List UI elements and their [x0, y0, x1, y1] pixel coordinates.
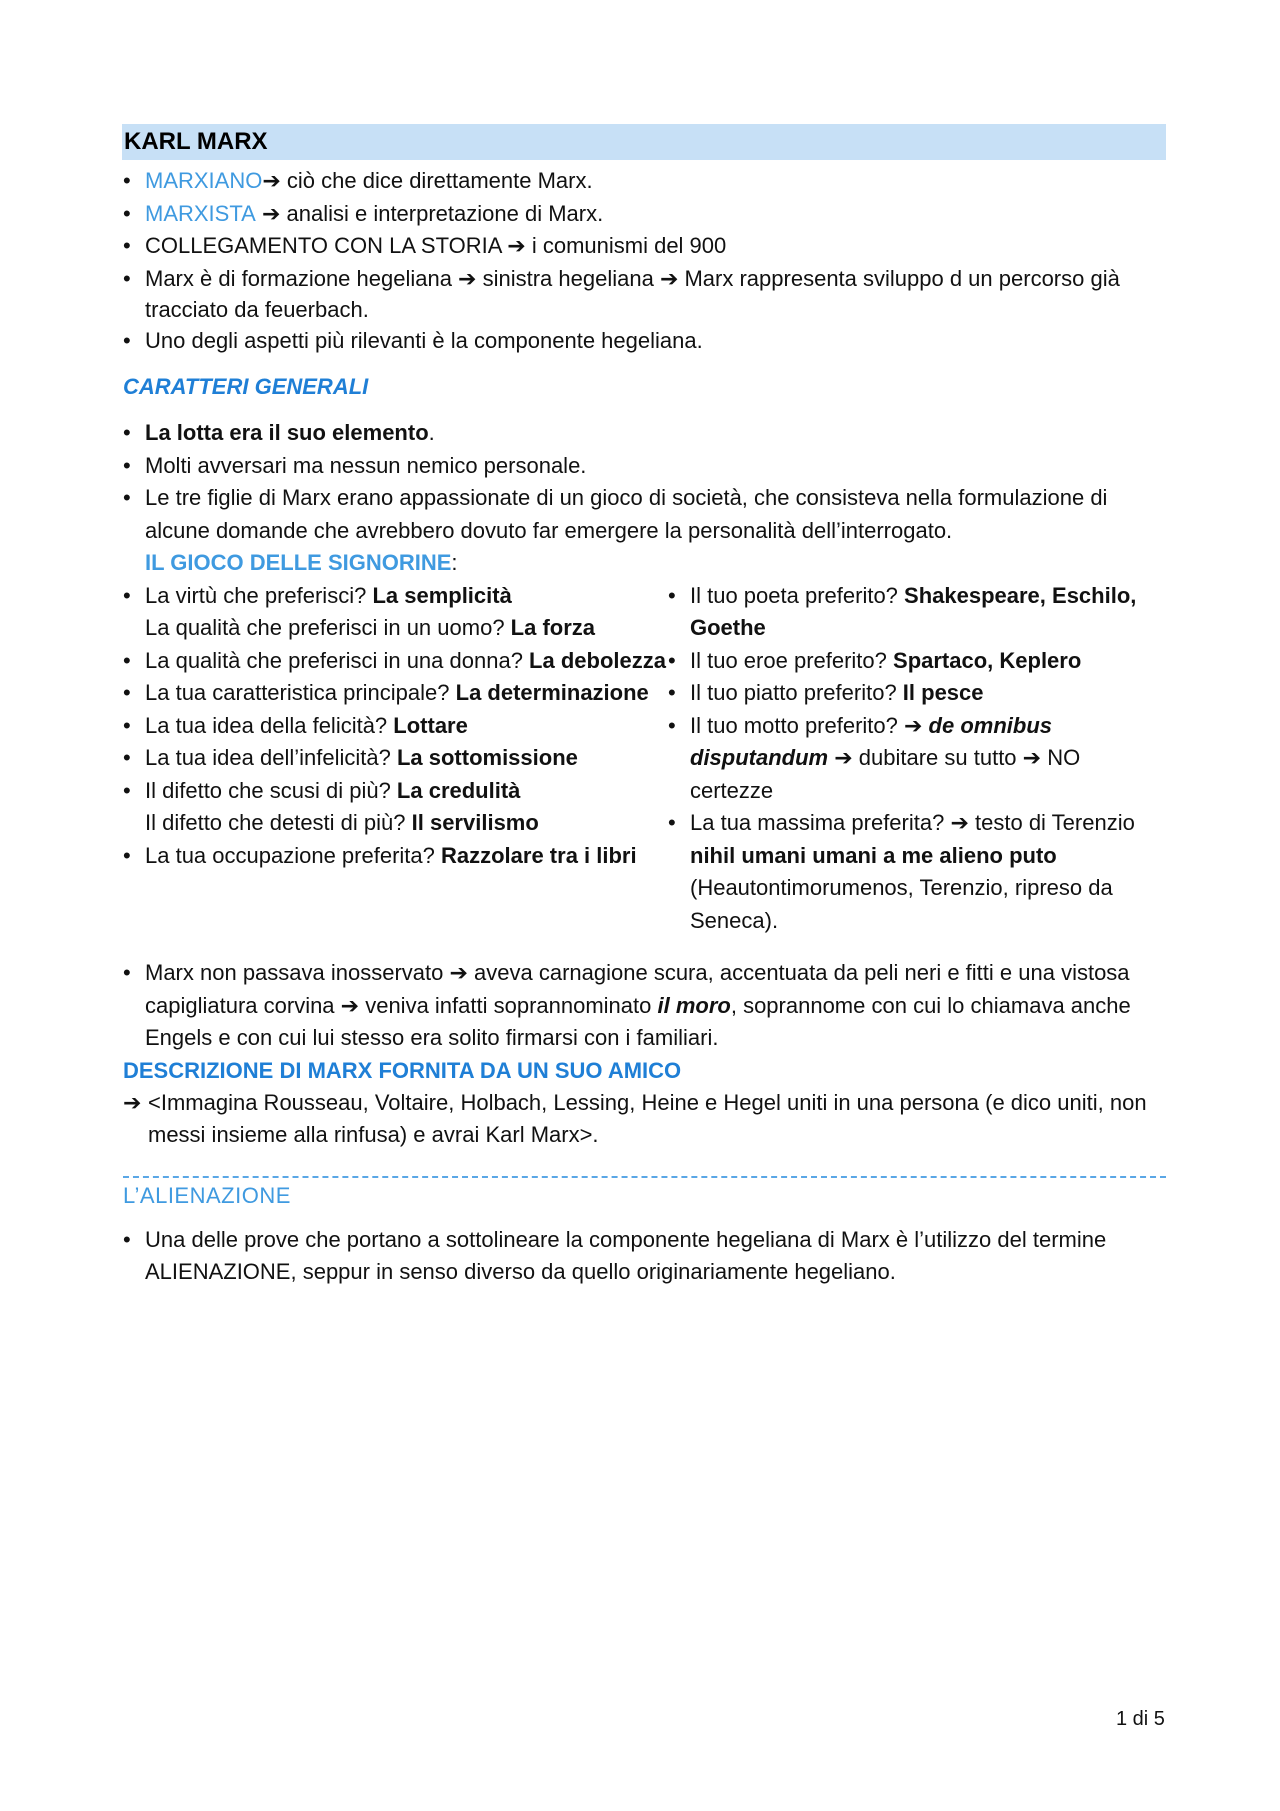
answer: Il servilismo	[411, 810, 539, 835]
gioco-right-column	[668, 580, 1166, 938]
question: La tua idea della felicità?	[145, 712, 394, 738]
list-item	[123, 710, 668, 743]
gioco-heading: IL GIOCO DELLE SIGNORINE	[145, 550, 452, 575]
item-text: Marx è di formazione hegeliana ➔ sinistra hegeliana ➔ Marx rappresenta sviluppo d un percorso già tracciato da feuerbach.	[145, 265, 1120, 322]
item-text: .	[428, 420, 435, 445]
answer: La sottomissione	[396, 745, 578, 770]
section-heading-descrizione: DESCRIZIONE DI MARX FORNITA DA UN SUO AMICO	[123, 1057, 682, 1083]
answer: Il pesce	[902, 680, 984, 705]
list-item	[123, 198, 1166, 231]
answer: La forza	[510, 615, 596, 640]
gioco-columns	[123, 580, 1166, 938]
question: La tua occupazione preferita?	[145, 842, 441, 868]
list-item	[123, 325, 1166, 358]
answer: Spartaco, Keplero	[893, 647, 1082, 673]
question: Il difetto che detesti di più?	[145, 810, 412, 835]
term-marxista: MARXISTA	[145, 200, 256, 226]
aspetto-list	[123, 957, 1166, 1055]
answer: Shakespeare, Eschilo, Goethe	[690, 582, 1137, 640]
document-page	[123, 124, 1166, 1289]
arrow-icon: ➔	[904, 712, 929, 738]
question: La tua caratteristica principale?	[145, 680, 456, 705]
list-item	[123, 1224, 1166, 1289]
item-text: Marx non passava inosservato ➔ aveva carnagione scura, accentuata da peli neri e fitti e una vistosa capigliatura corvina ➔ veniva infatti soprannominato	[145, 960, 1130, 1018]
answer: Razzolare tra i libri	[440, 842, 637, 868]
answer-bold: nihil umani umani a me alieno puto	[690, 842, 1057, 868]
page-title: KARL MARX	[124, 128, 268, 155]
answer: La debolezza	[529, 647, 666, 673]
arrow-icon: ➔	[262, 168, 281, 193]
item-text: analisi e interpretazione di Marx.	[280, 200, 604, 226]
question: La qualità che preferisci in una donna?	[145, 647, 530, 673]
list-item	[123, 580, 668, 645]
list-item	[123, 230, 1166, 263]
item-text: Uno degli aspetti più rilevanti è la componente hegeliana.	[145, 327, 703, 353]
list-item	[123, 775, 668, 840]
section-heading-alienazione: L’ALIENAZIONE	[123, 1182, 291, 1208]
title-bar	[122, 124, 1166, 160]
item-text: Molti avversari ma nessun nemico personale.	[145, 452, 587, 478]
list-item	[123, 742, 668, 775]
gioco-left-column	[123, 580, 668, 938]
question: La qualità che preferisci in un uomo?	[145, 615, 511, 640]
question: Il tuo poeta preferito?	[690, 582, 905, 608]
list-item	[123, 957, 1166, 1055]
caratteri-list	[123, 417, 1166, 547]
arrow-icon: ➔	[255, 200, 281, 226]
quote-text: <Immagina Rousseau, Voltaire, Holbach, Lessing, Heine e Hegel uniti in una persona (e dico uniti, non messi insieme alla rinfusa) e avrai Karl Marx>.	[148, 1089, 1147, 1147]
answer: Lottare	[393, 712, 468, 738]
list-item	[123, 482, 1166, 547]
section-heading-caratteri: CARATTERI GENERALI	[123, 374, 369, 399]
list-item	[123, 417, 1166, 450]
item-bold: La lotta era il suo elemento	[145, 420, 429, 445]
item-text: , soprannome con cui lo chiamava anche Engels e con cui lui stesso era solito firmarsi con i familiari.	[145, 992, 1131, 1050]
gioco-heading-row	[123, 547, 1166, 580]
intro-list	[123, 165, 1166, 357]
item-text: ciò che dice direttamente Marx.	[280, 168, 593, 193]
question: Il tuo piatto preferito?	[690, 680, 903, 705]
list-item	[668, 645, 1166, 678]
answer-tail: ➔ dubitare su tutto ➔ NO certezze	[690, 745, 1081, 803]
list-item	[123, 840, 668, 873]
page-number: 1 di 5	[1116, 1708, 1165, 1730]
question: Il tuo eroe preferito?	[690, 647, 894, 673]
answer-motto: de omnibus disputandum	[690, 712, 1052, 770]
list-item	[668, 710, 1166, 808]
item-text: COLLEGAMENTO CON LA STORIA ➔ i comunismi del 900	[145, 233, 727, 258]
question: La virtù che preferisci?	[145, 582, 373, 608]
answer: La determinazione	[455, 680, 649, 705]
section-divider	[123, 1176, 1166, 1178]
colon: :	[451, 550, 458, 575]
question: La tua massima preferita?	[690, 810, 951, 835]
list-item	[123, 645, 668, 678]
answer: La credulità	[396, 777, 521, 803]
nickname: il moro	[657, 992, 731, 1018]
arrow-icon: ➔	[123, 1089, 142, 1115]
list-item	[123, 263, 1166, 325]
alienazione-list	[123, 1224, 1166, 1289]
term-marxiano: MARXIANO	[145, 168, 263, 193]
descrizione-quote	[123, 1087, 1166, 1152]
list-item	[668, 807, 1166, 937]
question: La tua idea dell’infelicità?	[145, 745, 397, 770]
answer: La semplicità	[372, 582, 512, 608]
list-item	[123, 677, 668, 710]
list-item	[668, 677, 1166, 710]
question: Il difetto che scusi di più?	[145, 777, 397, 803]
list-item	[123, 165, 1166, 198]
list-item	[668, 580, 1166, 645]
item-text: Le tre figlie di Marx erano appassionate di un gioco di società, che consisteva nella formulazione di alcune domande che avrebbero dovuto far emergere la personalità dell’interrogato.	[145, 485, 1108, 543]
question: Il tuo motto preferito?	[690, 712, 904, 738]
answer-pre: ➔ testo di Terenzio	[950, 810, 1135, 835]
item-text: Una delle prove che portano a sottolineare la componente hegeliana di Marx è l’utilizzo del termine ALIENAZIONE, seppur in senso diverso da quello originariamente hegeliano.	[145, 1226, 1107, 1284]
list-item	[123, 450, 1166, 483]
answer-tail: (Heautontimorumenos, Terenzio, ripreso da Seneca).	[690, 875, 1113, 933]
